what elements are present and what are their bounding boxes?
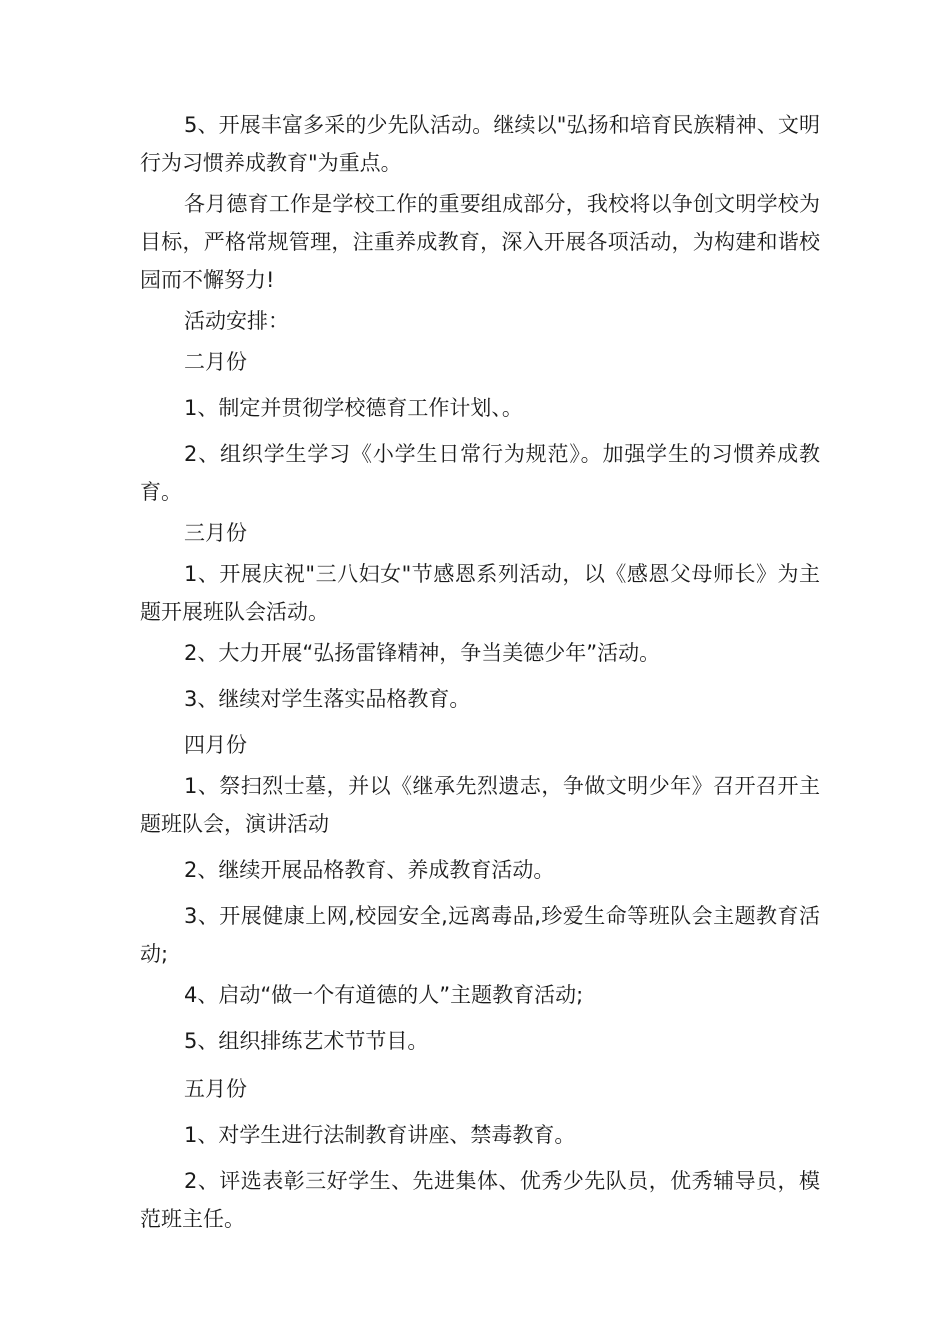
document-body (140, 106, 820, 1238)
heading-march: 三月份 (184, 521, 247, 545)
paragraph-mar-2: 2、大力开展“弘扬雷锋精神，争当美德少年”活动。 (184, 641, 661, 665)
heading-april: 四月份 (184, 733, 247, 757)
paragraph-feb-1: 1、制定并贯彻学校德育工作计划、。 (184, 396, 523, 420)
paragraph-summary: 各月德育工作是学校工作的重要组成部分，我校将以争创文明学校为目标，严格常规管理，注重养成教育，深入开展各项活动，为构建和谐校园而不懈努力! (140, 192, 820, 292)
paragraph-apr-4: 4、启动“做一个有道德的人”主题教育活动; (184, 983, 584, 1007)
paragraph-apr-1: 1、祭扫烈士墓，并以《继承先烈遗志，争做文明少年》召开召开主题班队会，演讲活动 (140, 774, 820, 836)
paragraph-may-2: 2、评选表彰三好学生、先进集体、优秀少先队员，优秀辅导员，模范班主任。 (140, 1169, 820, 1231)
paragraph-mar-3: 3、继续对学生落实品格教育。 (184, 687, 471, 711)
paragraph-may-1: 1、对学生进行法制教育讲座、禁毒教育。 (184, 1123, 576, 1147)
heading-may: 五月份 (184, 1077, 247, 1101)
paragraph-apr-3: 3、开展健康上网,校园安全,远离毒品,珍爱生命等班队会主题教育活动; (140, 904, 820, 966)
paragraph-apr-2: 2、继续开展品格教育、养成教育活动。 (184, 858, 555, 882)
paragraph-activity-5: 5、开展丰富多采的少先队活动。继续以"弘扬和培育民族精神、文明行为习惯养成教育"为重点。 (140, 113, 820, 175)
heading-february: 二月份 (184, 350, 247, 374)
paragraph-mar-1: 1、开展庆祝"三八妇女"节感恩系列活动，以《感恩父母师长》为主题开展班队会活动。 (140, 562, 820, 624)
paragraph-apr-5: 5、组织排练艺术节节目。 (184, 1029, 429, 1053)
paragraph-feb-2: 2、组织学生学习《小学生日常行为规范》。加强学生的习惯养成教育。 (140, 442, 820, 504)
heading-schedule: 活动安排： (184, 309, 289, 333)
